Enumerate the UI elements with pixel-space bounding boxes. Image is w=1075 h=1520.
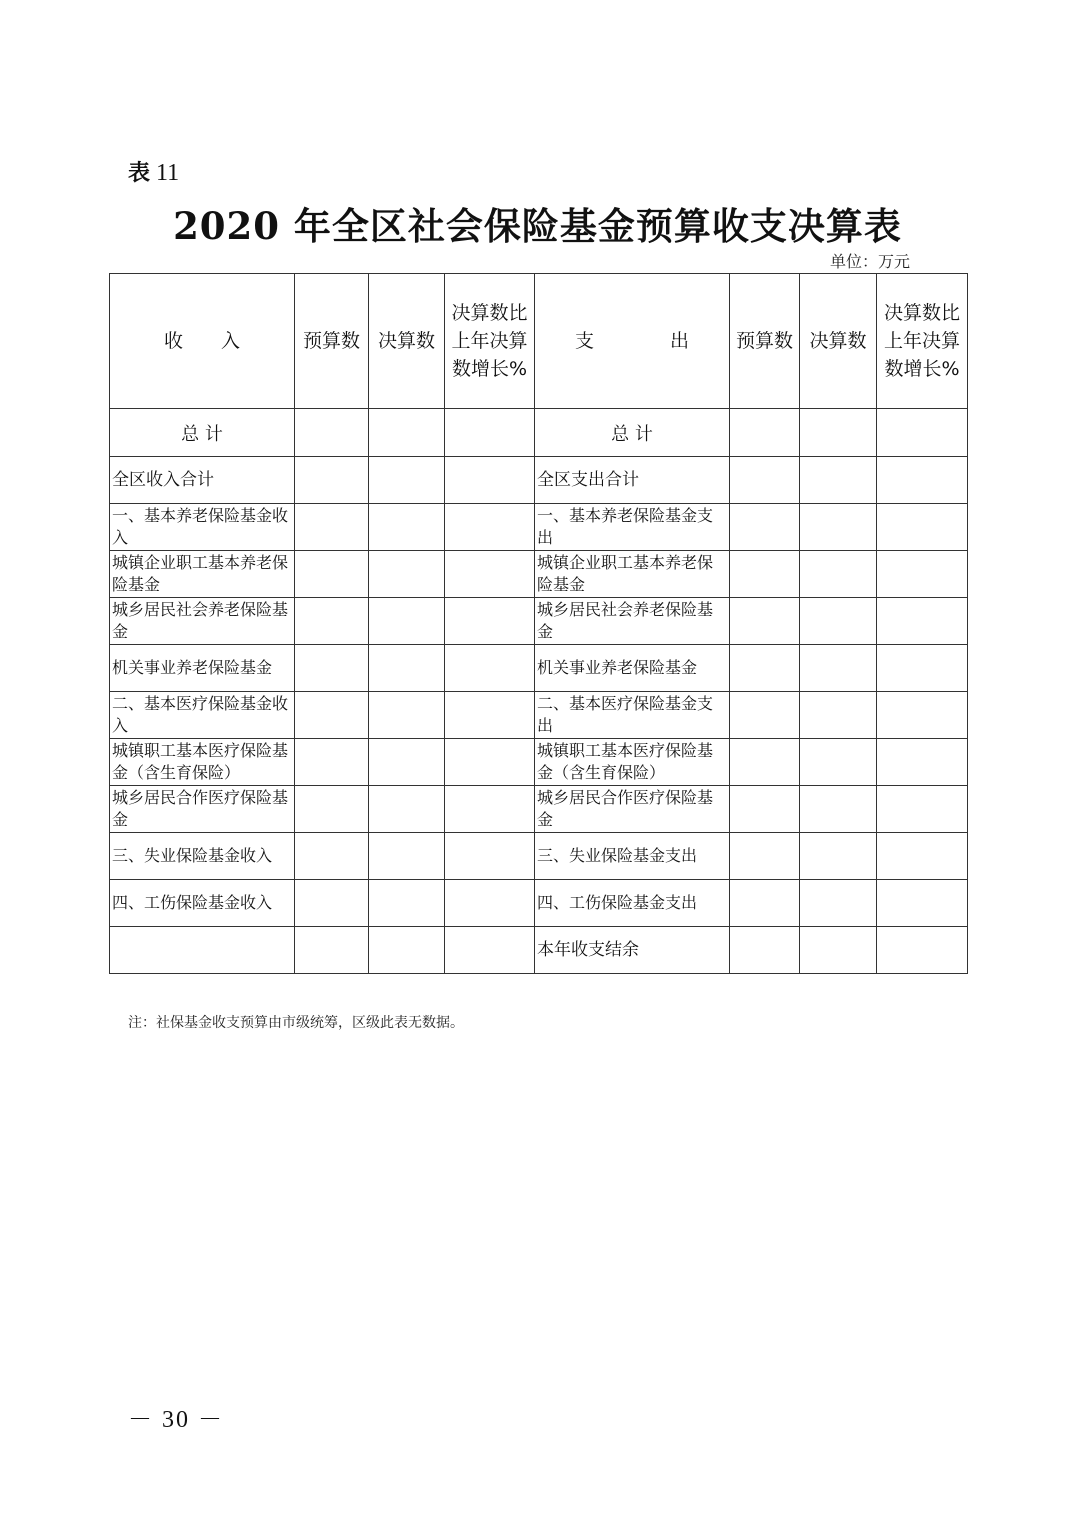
cell [295, 551, 369, 598]
cell [295, 504, 369, 551]
income-item: 城镇企业职工基本养老保险基金 [110, 551, 295, 598]
cell [730, 739, 800, 786]
header-expense: 支 出 [535, 274, 730, 409]
page-number: － 30 － [128, 1407, 224, 1433]
cell [445, 739, 535, 786]
total-row [110, 409, 968, 457]
income-item: 城乡居民合作医疗保险基金 [110, 786, 295, 833]
table-note: 注：社保基金收支预算由市级统筹，区级此表无数据。 [128, 1016, 464, 1031]
income-item: 三、失业保险基金收入 [110, 833, 295, 880]
cell [369, 739, 445, 786]
total-expense-label: 总 计 [535, 409, 730, 457]
cell [369, 927, 445, 974]
cell [295, 927, 369, 974]
cell [877, 457, 968, 504]
expense-item: 城镇企业职工基本养老保险基金 [535, 551, 730, 598]
table-header-row [110, 274, 968, 409]
cell [369, 645, 445, 692]
cell [445, 692, 535, 739]
income-item: 四、工伤保险基金收入 [110, 880, 295, 927]
header-expense-budget: 预算数 [730, 274, 800, 409]
cell [445, 927, 535, 974]
cell [800, 504, 877, 551]
cell [445, 833, 535, 880]
cell [295, 598, 369, 645]
income-item: 全区收入合计 [110, 457, 295, 504]
expense-item: 全区支出合计 [535, 457, 730, 504]
cell [369, 880, 445, 927]
table-label-prefix: 表 [128, 161, 151, 186]
header-income: 收 入 [110, 274, 295, 409]
header-income-final: 决算数 [369, 274, 445, 409]
document-title: 2020 年全区社会保险基金预算收支决算表 [173, 204, 902, 248]
budget-table [109, 273, 968, 974]
income-item: 城镇职工基本医疗保险基金（含生育保险） [110, 739, 295, 786]
table-number-label [128, 158, 179, 189]
cell [445, 409, 535, 457]
total-income-label: 总 计 [110, 409, 295, 457]
cell [730, 457, 800, 504]
cell [800, 927, 877, 974]
cell [369, 457, 445, 504]
expense-item: 城乡居民社会养老保险基金 [535, 598, 730, 645]
cell [369, 409, 445, 457]
expense-item: 四、工伤保险基金支出 [535, 880, 730, 927]
cell [877, 692, 968, 739]
cell [730, 833, 800, 880]
expense-item: 城乡居民合作医疗保险基金 [535, 786, 730, 833]
cell [445, 645, 535, 692]
cell [730, 786, 800, 833]
cell [800, 739, 877, 786]
cell [800, 598, 877, 645]
cell [877, 739, 968, 786]
cell [800, 786, 877, 833]
cell [445, 504, 535, 551]
cell [800, 833, 877, 880]
cell [295, 457, 369, 504]
table-row [110, 598, 968, 645]
table-row [110, 645, 968, 692]
income-item: 机关事业养老保险基金 [110, 645, 295, 692]
cell [730, 645, 800, 692]
expense-item: 本年收支结余 [535, 927, 730, 974]
cell [877, 645, 968, 692]
unit-label: 单位：万元 [830, 254, 911, 271]
expense-item: 城镇职工基本医疗保险基金（含生育保险） [535, 739, 730, 786]
cell [877, 880, 968, 927]
cell [295, 880, 369, 927]
header-income-growth: 决算数比上年决算数增长% [445, 274, 535, 409]
cell [369, 833, 445, 880]
expense-item: 机关事业养老保险基金 [535, 645, 730, 692]
cell [877, 409, 968, 457]
cell [800, 880, 877, 927]
cell [369, 551, 445, 598]
expense-item: 三、失业保险基金支出 [535, 833, 730, 880]
cell [445, 786, 535, 833]
cell [369, 504, 445, 551]
cell [369, 786, 445, 833]
cell [369, 598, 445, 645]
cell [800, 645, 877, 692]
cell [800, 409, 877, 457]
cell [295, 786, 369, 833]
table-row [110, 786, 968, 833]
cell [445, 880, 535, 927]
cell [295, 739, 369, 786]
table-row [110, 504, 968, 551]
cell [445, 457, 535, 504]
income-item: 城乡居民社会养老保险基金 [110, 598, 295, 645]
cell [295, 833, 369, 880]
cell [877, 927, 968, 974]
cell [800, 692, 877, 739]
cell [295, 692, 369, 739]
cell [730, 927, 800, 974]
table-row [110, 692, 968, 739]
cell [877, 551, 968, 598]
header-income-budget: 预算数 [295, 274, 369, 409]
table-row [110, 457, 968, 504]
table-row [110, 927, 968, 974]
table-label-number: 11 [156, 160, 180, 186]
header-expense-growth: 决算数比上年决算数增长% [877, 274, 968, 409]
table-row [110, 833, 968, 880]
cell [369, 692, 445, 739]
cell [445, 598, 535, 645]
cell [877, 504, 968, 551]
cell [877, 786, 968, 833]
cell [800, 457, 877, 504]
cell [730, 598, 800, 645]
table-row [110, 739, 968, 786]
expense-item: 一、基本养老保险基金支出 [535, 504, 730, 551]
income-item [110, 927, 295, 974]
table-row [110, 880, 968, 927]
cell [295, 409, 369, 457]
cell [877, 598, 968, 645]
expense-item: 二、基本医疗保险基金支出 [535, 692, 730, 739]
cell [877, 833, 968, 880]
cell [295, 645, 369, 692]
cell [730, 880, 800, 927]
cell [730, 692, 800, 739]
cell [800, 551, 877, 598]
cell [445, 551, 535, 598]
cell [730, 504, 800, 551]
cell [730, 551, 800, 598]
table-row [110, 551, 968, 598]
income-item: 一、基本养老保险基金收入 [110, 504, 295, 551]
cell [730, 409, 800, 457]
header-expense-final: 决算数 [800, 274, 877, 409]
income-item: 二、基本医疗保险基金收入 [110, 692, 295, 739]
